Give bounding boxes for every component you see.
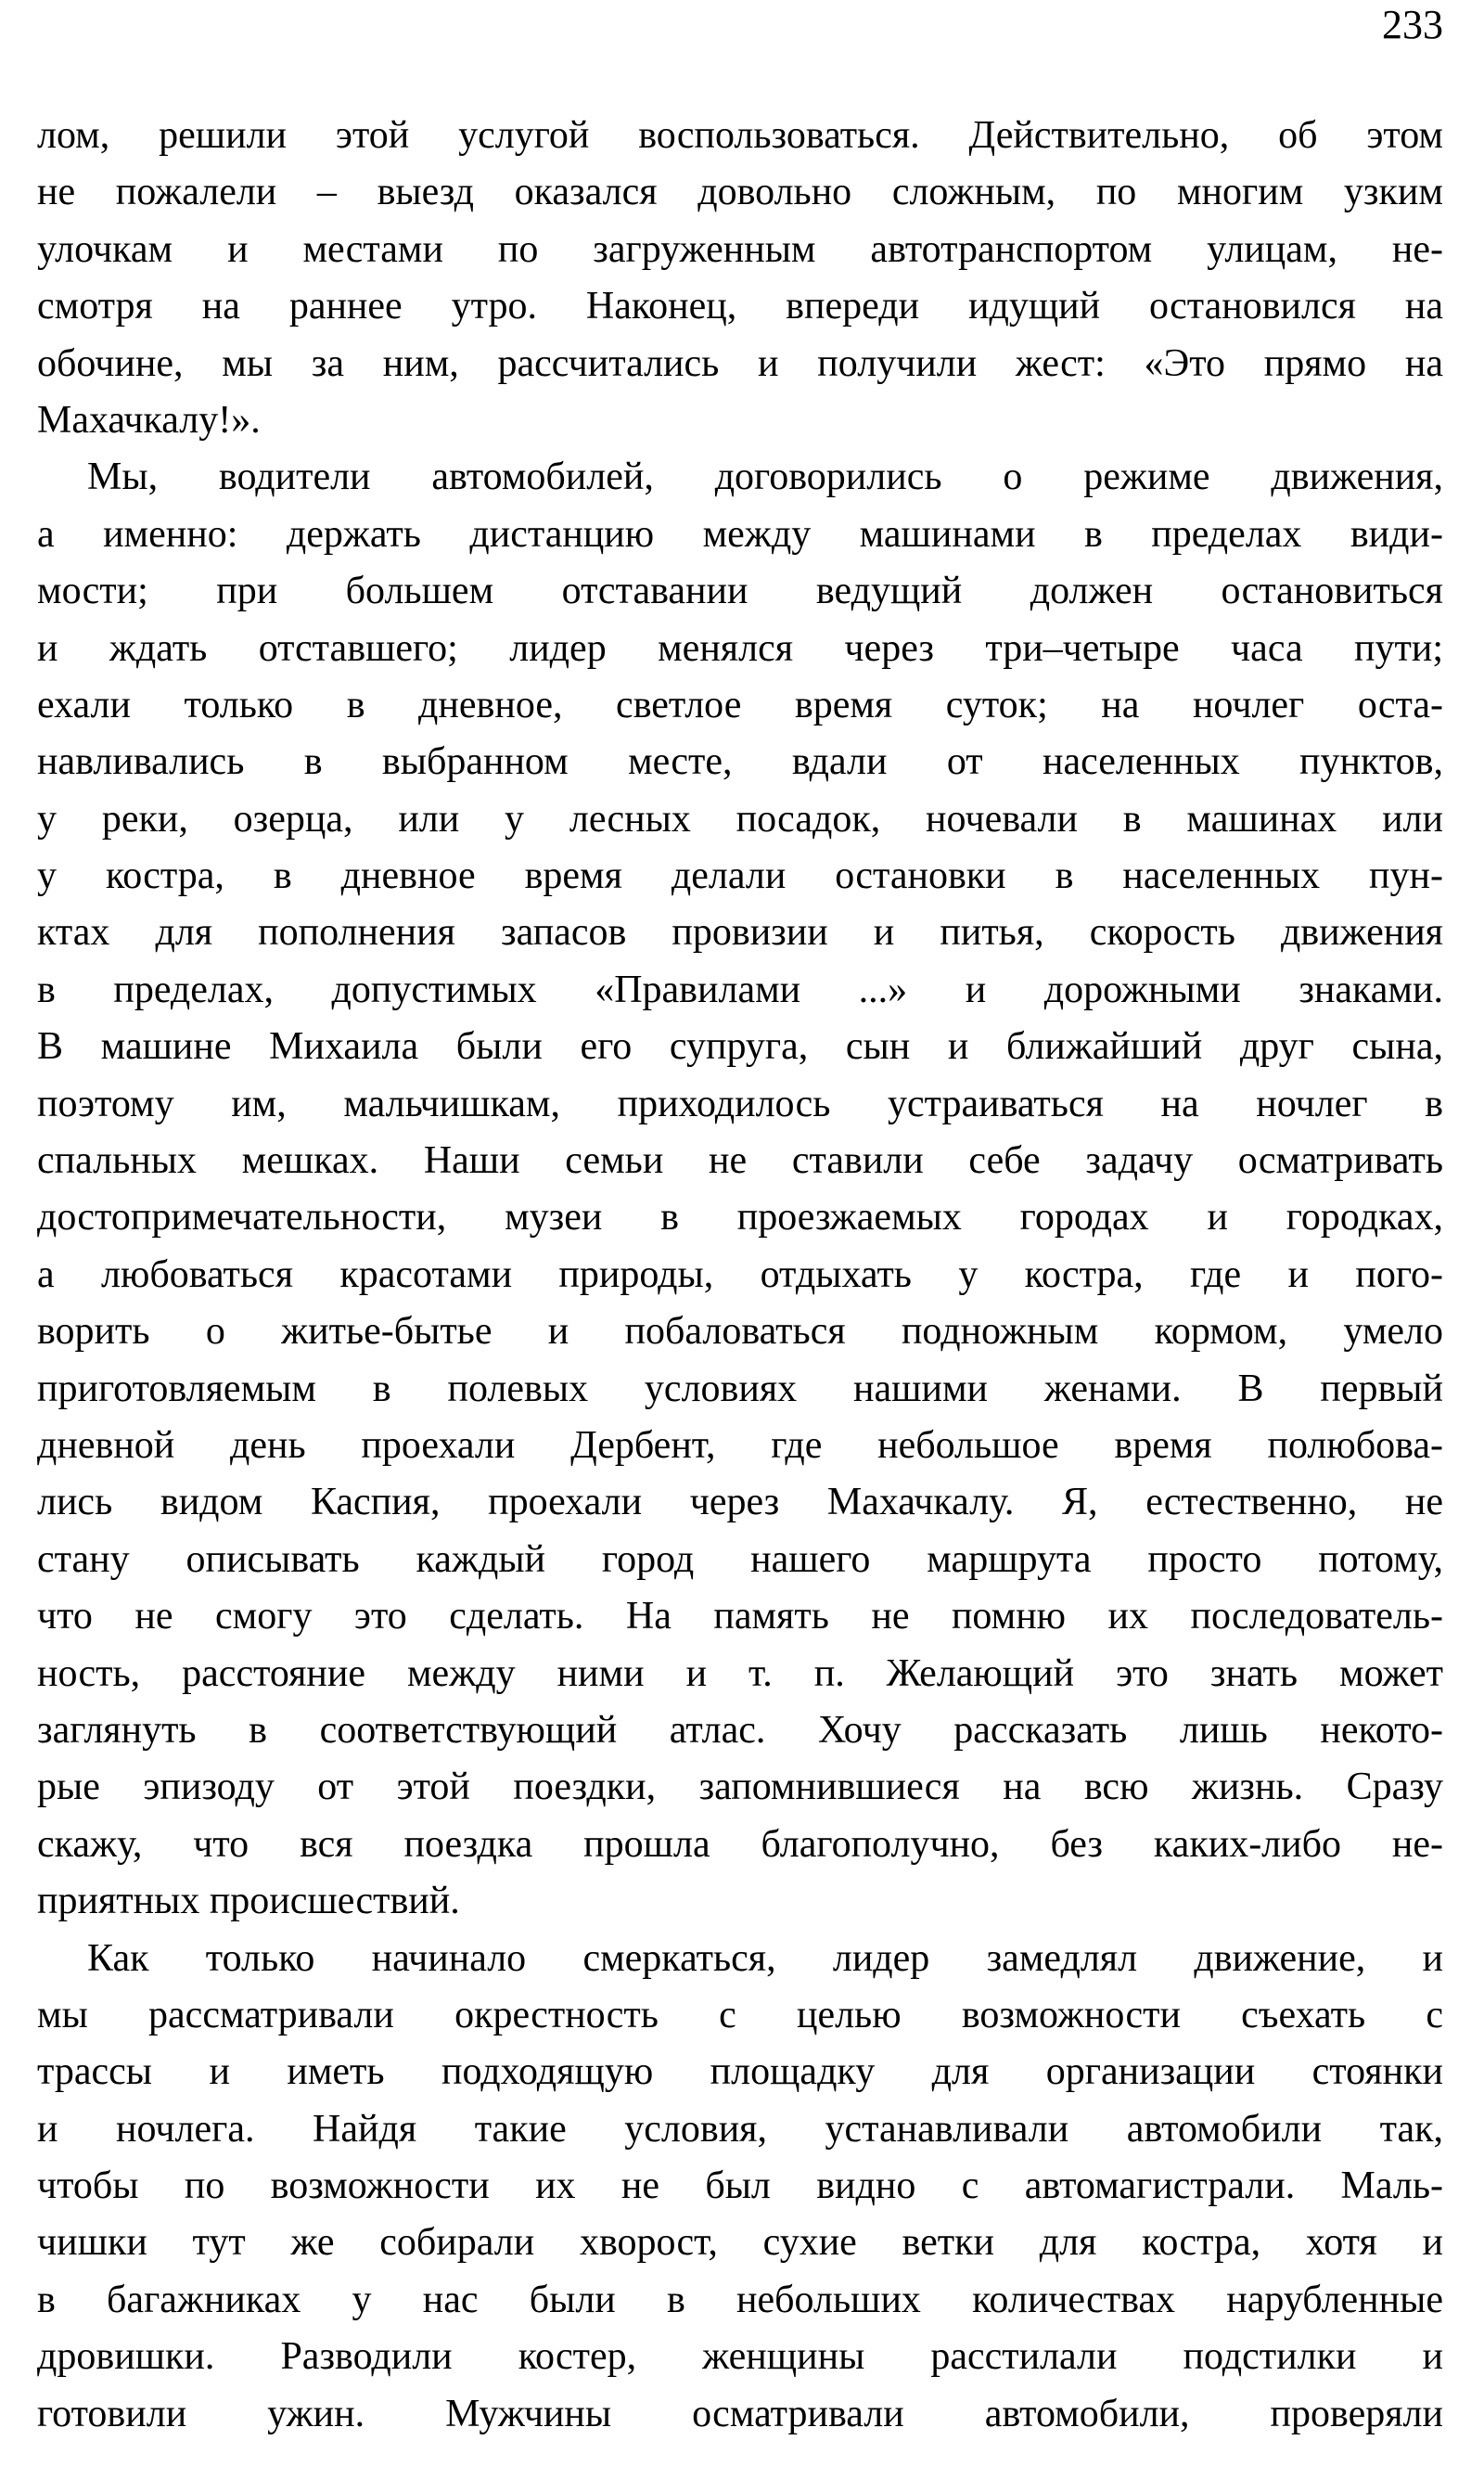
text-line: навливались в выбранном месте, вдали от населенных пунктов,: [37, 740, 1443, 784]
text-line: у костра, в дневное время делали остановки в населенных пун-: [37, 854, 1443, 898]
text-line: заглянуть в соответствующий атлас. Хочу рассказать лишь некото-: [37, 1708, 1443, 1752]
page-text-body: [37, 108, 1443, 2443]
text-line: обочине, мы за ним, рассчитались и получили жест: «Это прямо на: [37, 341, 1443, 385]
text-line: не пожалели – выезд оказался довольно сложным, по многим узким: [37, 171, 1443, 214]
text-line: поэтому им, мальчишкам, приходилось устраиваться на ночлег в: [37, 1082, 1443, 1125]
text-line: рые эпизоду от этой поездки, запомнившиеся на всю жизнь. Сразу: [37, 1766, 1443, 1809]
text-line: приятных происшествий.: [37, 1880, 460, 1923]
text-line: у реки, озерца, или у лесных посадок, ночевали в машинах или: [37, 797, 1443, 841]
text-line: что не смогу это сделать. На память не помню их последователь-: [37, 1595, 1443, 1638]
text-line: Как только начинало смеркаться, лидер замедлял движение, и: [87, 1936, 1443, 1980]
text-line: дневной день проехали Дербент, где небольшое время полюбова-: [37, 1423, 1443, 1467]
text-line: Мы, водители автомобилей, договорились о режиме движения,: [87, 456, 1443, 499]
text-line: а любоваться красотами природы, отдыхать у костра, где и пого-: [37, 1252, 1443, 1296]
text-line: а именно: держать дистанцию между машинами в пределах види-: [37, 512, 1443, 556]
text-line: скажу, что вся поездка прошла благополучно, без каких-либо не-: [37, 1822, 1443, 1866]
text-line: лись видом Каспия, проехали через Махачкалу. Я, естественно, не: [37, 1481, 1443, 1524]
text-line: приготовляемым в полевых условиях нашими женами. В первый: [37, 1367, 1443, 1410]
text-line: и ночлега. Найдя такие условия, устанавливали автомобили так,: [37, 2107, 1443, 2151]
text-line: и ждать отставшего; лидер менялся через три–четыре часа пути;: [37, 626, 1443, 670]
text-line: В машине Михаила были его супруга, сын и ближайший друг сына,: [37, 1025, 1443, 1069]
text-line: спальных мешках. Наши семьи не ставили себе задачу осматривать: [37, 1139, 1443, 1183]
text-line: ворить о житье-бытье и побаловаться подножным кормом, умело: [37, 1310, 1443, 1354]
text-line: стану описывать каждый город нашего маршрута просто потому,: [37, 1537, 1443, 1581]
text-line: дровишки. Разводили костер, женщины расстилали подстилки и: [37, 2335, 1443, 2379]
text-line: достопримечательности, музеи в проезжаемых городах и городках,: [37, 1196, 1443, 1239]
text-line: трассы и иметь подходящую площадку для организации стоянки: [37, 2050, 1443, 2094]
page-number: 233: [1382, 2, 1443, 47]
text-line: Махачкалу!».: [37, 398, 261, 442]
text-line: ность, расстояние между ними и т. п. Желающий это знать может: [37, 1651, 1443, 1695]
text-line: мости; при большем отставании ведущий должен остановиться: [37, 570, 1443, 613]
text-line: лом, решили этой услугой воспользоваться. Действительно, об этом: [37, 114, 1443, 157]
text-line: в багажниках у нас были в небольших количествах нарубленные: [37, 2278, 1443, 2321]
text-line: ктах для пополнения запасов провизии и питья, скорость движения: [37, 911, 1443, 955]
text-line: чишки тут же собирали хворост, сухие ветки для костра, хотя и: [37, 2221, 1443, 2265]
text-line: мы рассматривали окрестность с целью возможности съехать с: [37, 1993, 1443, 2036]
text-line: в пределах, допустимых «Правилами ...» и дорожными знаками.: [37, 968, 1443, 1011]
text-line: улочкам и местами по загруженным автотранспортом улицам, не-: [37, 227, 1443, 271]
text-line: ехали только в дневное, светлое время суток; на ночлег оста-: [37, 683, 1443, 726]
text-line: смотря на раннее утро. Наконец, впереди идущий остановился на: [37, 285, 1443, 328]
text-line: готовили ужин. Мужчины осматривали автомобили, проверяли: [37, 2392, 1443, 2435]
text-line: чтобы по возможности их не был видно с автомагистрали. Маль-: [37, 2164, 1443, 2208]
